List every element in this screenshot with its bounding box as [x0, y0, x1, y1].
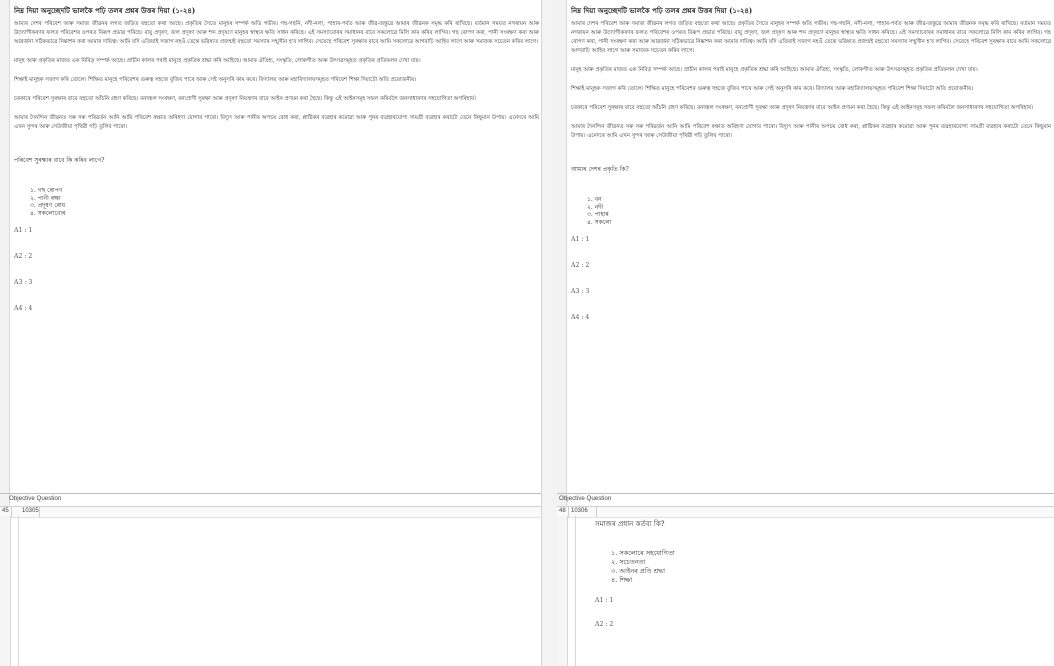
- question-text: আমাৰ দেশৰ প্ৰকৃতি কি?: [571, 166, 629, 173]
- left-question-block: [14, 0, 539, 493]
- question-number: 45: [2, 508, 9, 514]
- question-number: 48: [559, 508, 566, 514]
- passage-paragraph: আমাৰ দেশৰ পৰিবেশ আৰু সমাজ জীৱনৰ লগত জড়িত বহুতো কথা আছে। প্ৰকৃতিৰ সৈতে মানুহৰ সম্পৰ্ক অতি গভীৰ। গছ-গছনি, নদী-নলা, পাহাৰ-পৰ্বত আৰু জীৱ-জন্তুৱে আমাৰ জীৱনক সমৃদ্ধ কৰি ৰাখিছে। বৰ্তমান সময়ত নগৰায়ন আৰু উদ্যোগীকৰণৰ ফলত পৰিবেশৰ ওপৰত বিৰূপ প্ৰভাৱ পৰিছে। বায়ু প্ৰদূষণ, জল প্ৰদূষণ আৰু শব্দ প্ৰদূষণে মানুহৰ স্বাস্থ্যৰ ক্ষতি সাধন কৰিছে। এই সমস্যাবোৰৰ সমাধানৰ বাবে সকলোৱে মিলি কাম কৰিব লাগিব। গছ ৰোপণ কৰা, পানী সংৰক্ষণ কৰা আৰু আৱৰ্জনা সঠিকভাৱে নিষ্কাশন কৰা আমাৰ দায়িত্ব। আমি যদি এতিয়াই সজাগ নহওঁ তেন্তে ভৱিষ্যত প্ৰজন্মই বহুতো সমস্যাৰ সন্মুখীন হ'ব লাগিব। সেয়েহে পৰিবেশ সুৰক্ষাৰ বাবে আমি সকলোৱে আগবাঢ়ি আহিব লাগে আৰু সমাজক সচেতন কৰিব লাগে।: [571, 21, 1051, 54]
- option-item: ৪. সকলো: [587, 218, 612, 226]
- cell-divider: [39, 507, 40, 517]
- right-question-block: [571, 0, 1051, 493]
- answer-key: A1 : 1: [571, 236, 590, 243]
- cell-divider: [568, 507, 569, 517]
- next-question-block: [595, 520, 1045, 629]
- option-item: ৪. সকলোবোৰ: [30, 209, 66, 217]
- answer-key: A4 : 4: [14, 305, 33, 312]
- left-question-content: [14, 0, 539, 666]
- option-item: ৪. শিক্ষা: [611, 576, 633, 584]
- passage-paragraph: মানুহ আৰু প্ৰকৃতিৰ মাজত এক নিবিড় সম্পৰ্ক আছে। প্ৰাচীন কালৰ পৰাই মানুহে প্ৰকৃতিক শ্ৰদ্ধা কৰি আহিছে। আমাৰ ঐতিহ্য, সংস্কৃতি, লোকগীত আৰু উৎসৱসমূহত প্ৰকৃতিৰ প্ৰতিফলন দেখা যায়।: [14, 58, 421, 64]
- right-lower-line: [575, 516, 576, 666]
- answer-key: A2 : 2: [595, 621, 614, 628]
- left-lower-gutter: [0, 516, 11, 666]
- question-text: সমাজৰ প্ৰধান কৰ্তব্য কি?: [595, 520, 665, 528]
- answer-key: A2 : 2: [571, 262, 590, 269]
- options-list: [14, 187, 539, 217]
- passage-paragraph: মানুহ আৰু প্ৰকৃতিৰ মাজত এক নিবিড় সম্পৰ্ক আছে। প্ৰাচীন কালৰ পৰাই মানুহে প্ৰকৃতিক শ্ৰদ্ধা কৰি আহিছে। আমাৰ ঐতিহ্য, সংস্কৃতি, লোকগীত আৰু উৎসৱসমূহত প্ৰকৃতিৰ প্ৰতিফলন দেখা যায়।: [571, 67, 978, 73]
- answer-key: A2 : 2: [14, 253, 33, 260]
- cell-divider: [11, 507, 12, 517]
- question-id: 10306: [571, 508, 588, 514]
- right-panel: [557, 0, 1054, 666]
- passage-paragraph: আমাৰ দেশৰ পৰিবেশ আৰু সমাজ জীৱনৰ লগত জড়িত বহুতো কথা আছে। প্ৰকৃতিৰ সৈতে মানুহৰ সম্পৰ্ক অতি গভীৰ। গছ-গছনি, নদী-নলা, পাহাৰ-পৰ্বত আৰু জীৱ-জন্তুৱে আমাৰ জীৱনক সমৃদ্ধ কৰি ৰাখিছে। বৰ্তমান সময়ত নগৰায়ন আৰু উদ্যোগীকৰণৰ ফলত পৰিবেশৰ ওপৰত বিৰূপ প্ৰভাৱ পৰিছে। বায়ু প্ৰদূষণ, জল প্ৰদূষণ আৰু শব্দ প্ৰদূষণে মানুহৰ স্বাস্থ্যৰ ক্ষতি সাধন কৰিছে। এই সমস্যাবোৰৰ সমাধানৰ বাবে সকলোৱে মিলি কাম কৰিব লাগিব। গছ ৰোপণ কৰা, পানী সংৰক্ষণ কৰা আৰু আৱৰ্জনা সঠিকভাৱে নিষ্কাশন কৰা আমাৰ দায়িত্ব। আমি যদি এতিয়াই সজাগ নহওঁ তেন্তে ভৱিষ্যত প্ৰজন্মই বহুতো সমস্যাৰ সন্মুখীন হ'ব লাগিব। সেয়েহে পৰিবেশ সুৰক্ষাৰ বাবে আমি সকলোৱে আগবাঢ়ি আহিব লাগে আৰু সমাজক সচেতন কৰিব লাগে।: [14, 21, 539, 45]
- answer-key: A1 : 1: [595, 597, 614, 604]
- section-label: Objective Question: [559, 495, 612, 502]
- option-item: ৩. পাহাৰ: [587, 211, 609, 218]
- option-item: ২. নদী: [587, 203, 604, 211]
- passage-paragraph: শিক্ষাই মানুহক সজাগ কৰি তোলে। শিক্ষিত মানুহে পৰিবেশৰ গুৰুত্ব সহজে বুজিব পাৰে আৰু সেই অনুসৰি কাম কৰে। বিদ্যালয় আৰু মহাবিদ্যালয়সমূহত পৰিবেশ শিক্ষা দিয়াটো অতি প্ৰয়োজনীয়।: [571, 86, 974, 92]
- question-id-row[interactable]: [557, 506, 1054, 518]
- option-item: ৩. আইনৰ প্ৰতি শ্ৰদ্ধা: [611, 567, 665, 575]
- passage-heading: নিম্ন দিয়া অনুচ্ছেদটি ভালকৈ পঢ়ি তলৰ প্ৰশ্নৰ উত্তৰ দিয়া (১-২৪): [571, 6, 753, 15]
- left-lower-line: [18, 516, 19, 666]
- answer-key: A4 : 4: [571, 314, 590, 321]
- right-lower-gutter: [557, 516, 568, 666]
- passage-paragraph: আমাৰ দৈনন্দিন জীৱনত সৰু সৰু পৰিৱৰ্তন আনি আমি পৰিবেশ ৰক্ষাত অৰিহণা যোগাব পাৰো। বিদ্যুৎ আৰু পানীৰ অপচয় ৰোধ কৰা, প্লাষ্টিকৰ ব্যৱহাৰ কমোৱা আৰু পুনৰ ব্যৱহাৰযোগ্য সামগ্ৰী ব্যৱহাৰ কৰাটো তেনে কিছুমান উপায়। এনেদৰে আমি এখন সুন্দৰ আৰু সেউজীয়া পৃথিৱী গঢ়ি তুলিব পাৰো।: [571, 124, 1051, 139]
- section-label: Objective Question: [9, 495, 62, 502]
- passage-paragraph: চৰকাৰে পৰিবেশ সুৰক্ষাৰ বাবে বহুতো আঁচনি গ্ৰহণ কৰিছে। বনাঞ্চল সংৰক্ষণ, বন্যপ্ৰাণী সুৰক্ষা আৰু প্ৰদূষণ নিয়ন্ত্ৰণৰ বাবে আইন প্ৰণয়ন কৰা হৈছে। কিন্তু এই আইনসমূহ সফল কৰিবলৈ জনসাধাৰণৰ সহযোগিতা অপৰিহাৰ্য।: [14, 96, 477, 102]
- option-item: ১. সকলোৰে সহযোগিতা: [611, 549, 675, 557]
- option-item: ২. পানী ৰক্ষা: [30, 194, 61, 202]
- passage-paragraph: শিক্ষাই মানুহক সজাগ কৰি তোলে। শিক্ষিত মানুহে পৰিবেশৰ গুৰুত্ব সহজে বুজিব পাৰে আৰু সেই অনুসৰি কাম কৰে। বিদ্যালয় আৰু মহাবিদ্যালয়সমূহত পৰিবেশ শিক্ষা দিয়াটো অতি প্ৰয়োজনীয়।: [14, 77, 417, 83]
- passage-paragraph: চৰকাৰে পৰিবেশ সুৰক্ষাৰ বাবে বহুতো আঁচনি গ্ৰহণ কৰিছে। বনাঞ্চল সংৰক্ষণ, বন্যপ্ৰাণী সুৰক্ষা আৰু প্ৰদূষণ নিয়ন্ত্ৰণৰ বাবে আইন প্ৰণয়ন কৰা হৈছে। কিন্তু এই আইনসমূহ সফল কৰিবলৈ জনসাধাৰণৰ সহযোগিতা অপৰিহাৰ্য।: [571, 105, 1034, 111]
- answer-key: A1 : 1: [14, 227, 33, 234]
- question-id: 10305: [22, 508, 39, 514]
- option-item: ৩. প্ৰদূষণ ৰোধ: [30, 202, 66, 209]
- option-item: ১. গছ ৰোপণ: [30, 187, 63, 194]
- options-list: [571, 196, 1051, 226]
- question-text: পৰিবেশ সুৰক্ষাৰ বাবে কি কৰিব লাগে?: [14, 157, 105, 164]
- answer-key: A3 : 3: [571, 288, 590, 295]
- options-list: [595, 549, 1045, 585]
- panel-divider: [541, 0, 558, 666]
- answer-key: A3 : 3: [14, 279, 33, 286]
- option-item: ২. সচেতনতা: [611, 558, 646, 566]
- section-divider: [557, 493, 1054, 494]
- passage-heading: নিম্ন দিয়া অনুচ্ছেদটি ভালকৈ পঢ়ি তলৰ প্ৰশ্নৰ উত্তৰ দিয়া (১-২৪): [14, 6, 196, 15]
- question-id-row[interactable]: [0, 506, 541, 518]
- cell-divider: [596, 507, 597, 517]
- option-item: ১. বন: [587, 196, 602, 203]
- passage-paragraph: আমাৰ দৈনন্দিন জীৱনত সৰু সৰু পৰিৱৰ্তন আনি আমি পৰিবেশ ৰক্ষাত অৰিহণা যোগাব পাৰো। বিদ্যুৎ আৰু পানীৰ অপচয় ৰোধ কৰা, প্লাষ্টিকৰ ব্যৱহাৰ কমোৱা আৰু পুনৰ ব্যৱহাৰযোগ্য সামগ্ৰী ব্যৱহাৰ কৰাটো তেনে কিছুমান উপায়। এনেদৰে আমি এখন সুন্দৰ আৰু সেউজীয়া পৃথিৱী গঢ়ি তুলিব পাৰো।: [14, 115, 539, 130]
- section-divider: [0, 493, 541, 494]
